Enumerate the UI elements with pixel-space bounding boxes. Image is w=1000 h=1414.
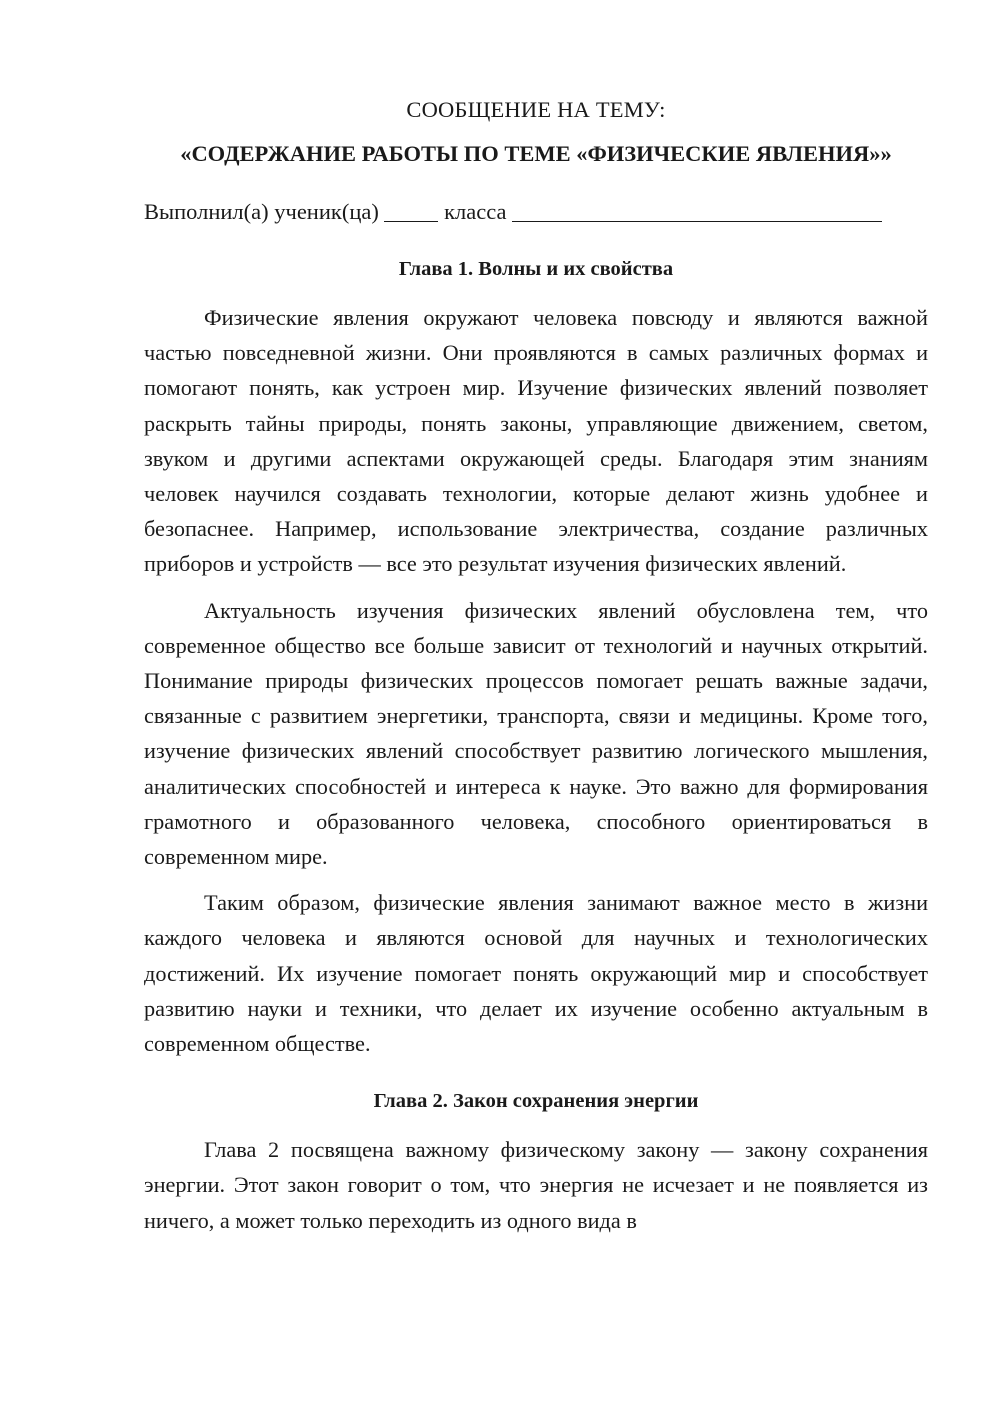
chapter-1-paragraph-1: Физические явления окружают человека повсюду и являются важной частью повседневной жизни. Они проявляются в самых различных формах и помогают понять, как устроен мир. Изучение физических явлений позволяет раскрыть тайны природы, понять законы, управляющие движением, светом, звуком и другими аспектами окружающей среды. Благодаря этим знаниям человек научился создавать технологии, которые делают жизнь удобнее и безопаснее. Например, использование электричества, создание различных приборов и устройств — все это результат изучения физических явлений. <box>144 305 928 577</box>
topic-title: «СОДЕРЖАНИЕ РАБОТЫ ПО ТЕМЕ «ФИЗИЧЕСКИЕ ЯВЛЕНИЯ»» <box>180 141 892 166</box>
subject-line: СООБЩЕНИЕ НА ТЕМУ: <box>406 97 666 122</box>
chapter-1-paragraph-2: Актуальность изучения физических явлений обусловлена тем, что современное общество все больше зависит от технологий и научных открытий. Понимание природы физических процессов помогает решать важные задачи, связанные с развитием энергетики, транспорта, связи и медицины. Кроме того, изучение физических явлений способствует развитию логического мышления, аналитических способностей и интереса к науке. Это важно для формирования грамотного и образованного человека, способного ориентироваться в современном мире. <box>144 597 928 870</box>
class-number-blank <box>384 199 438 222</box>
byline-middle: класса <box>444 199 507 224</box>
chapter-2-paragraph-1: Глава 2 посвящена важному физическому закону — закону сохранения энергии. Этот закон говорит о том, что энергия не исчезает и не появляется из ничего, а может только переходить из одного вида в <box>144 1137 928 1233</box>
chapter-2-heading: Глава 2. Закон сохранения энергии <box>373 1090 699 1113</box>
author-byline <box>144 194 928 230</box>
chapter-1-heading: Глава 1. Волны и их свойства <box>398 258 674 280</box>
chapter-1-paragraph-3: Таким образом, физические явления занимают важное место в жизни каждого человека и являются основой для научных и технологических достижений. Их изучение помогает понять окружающий мир и способствует развитию науки и техники, что делает их изучение особенно актуальным в современном обществе. <box>144 890 928 1057</box>
document-page <box>144 92 928 1238</box>
byline-prefix: Выполнил(а) ученик(ца) <box>144 199 379 224</box>
student-name-blank <box>512 199 882 222</box>
